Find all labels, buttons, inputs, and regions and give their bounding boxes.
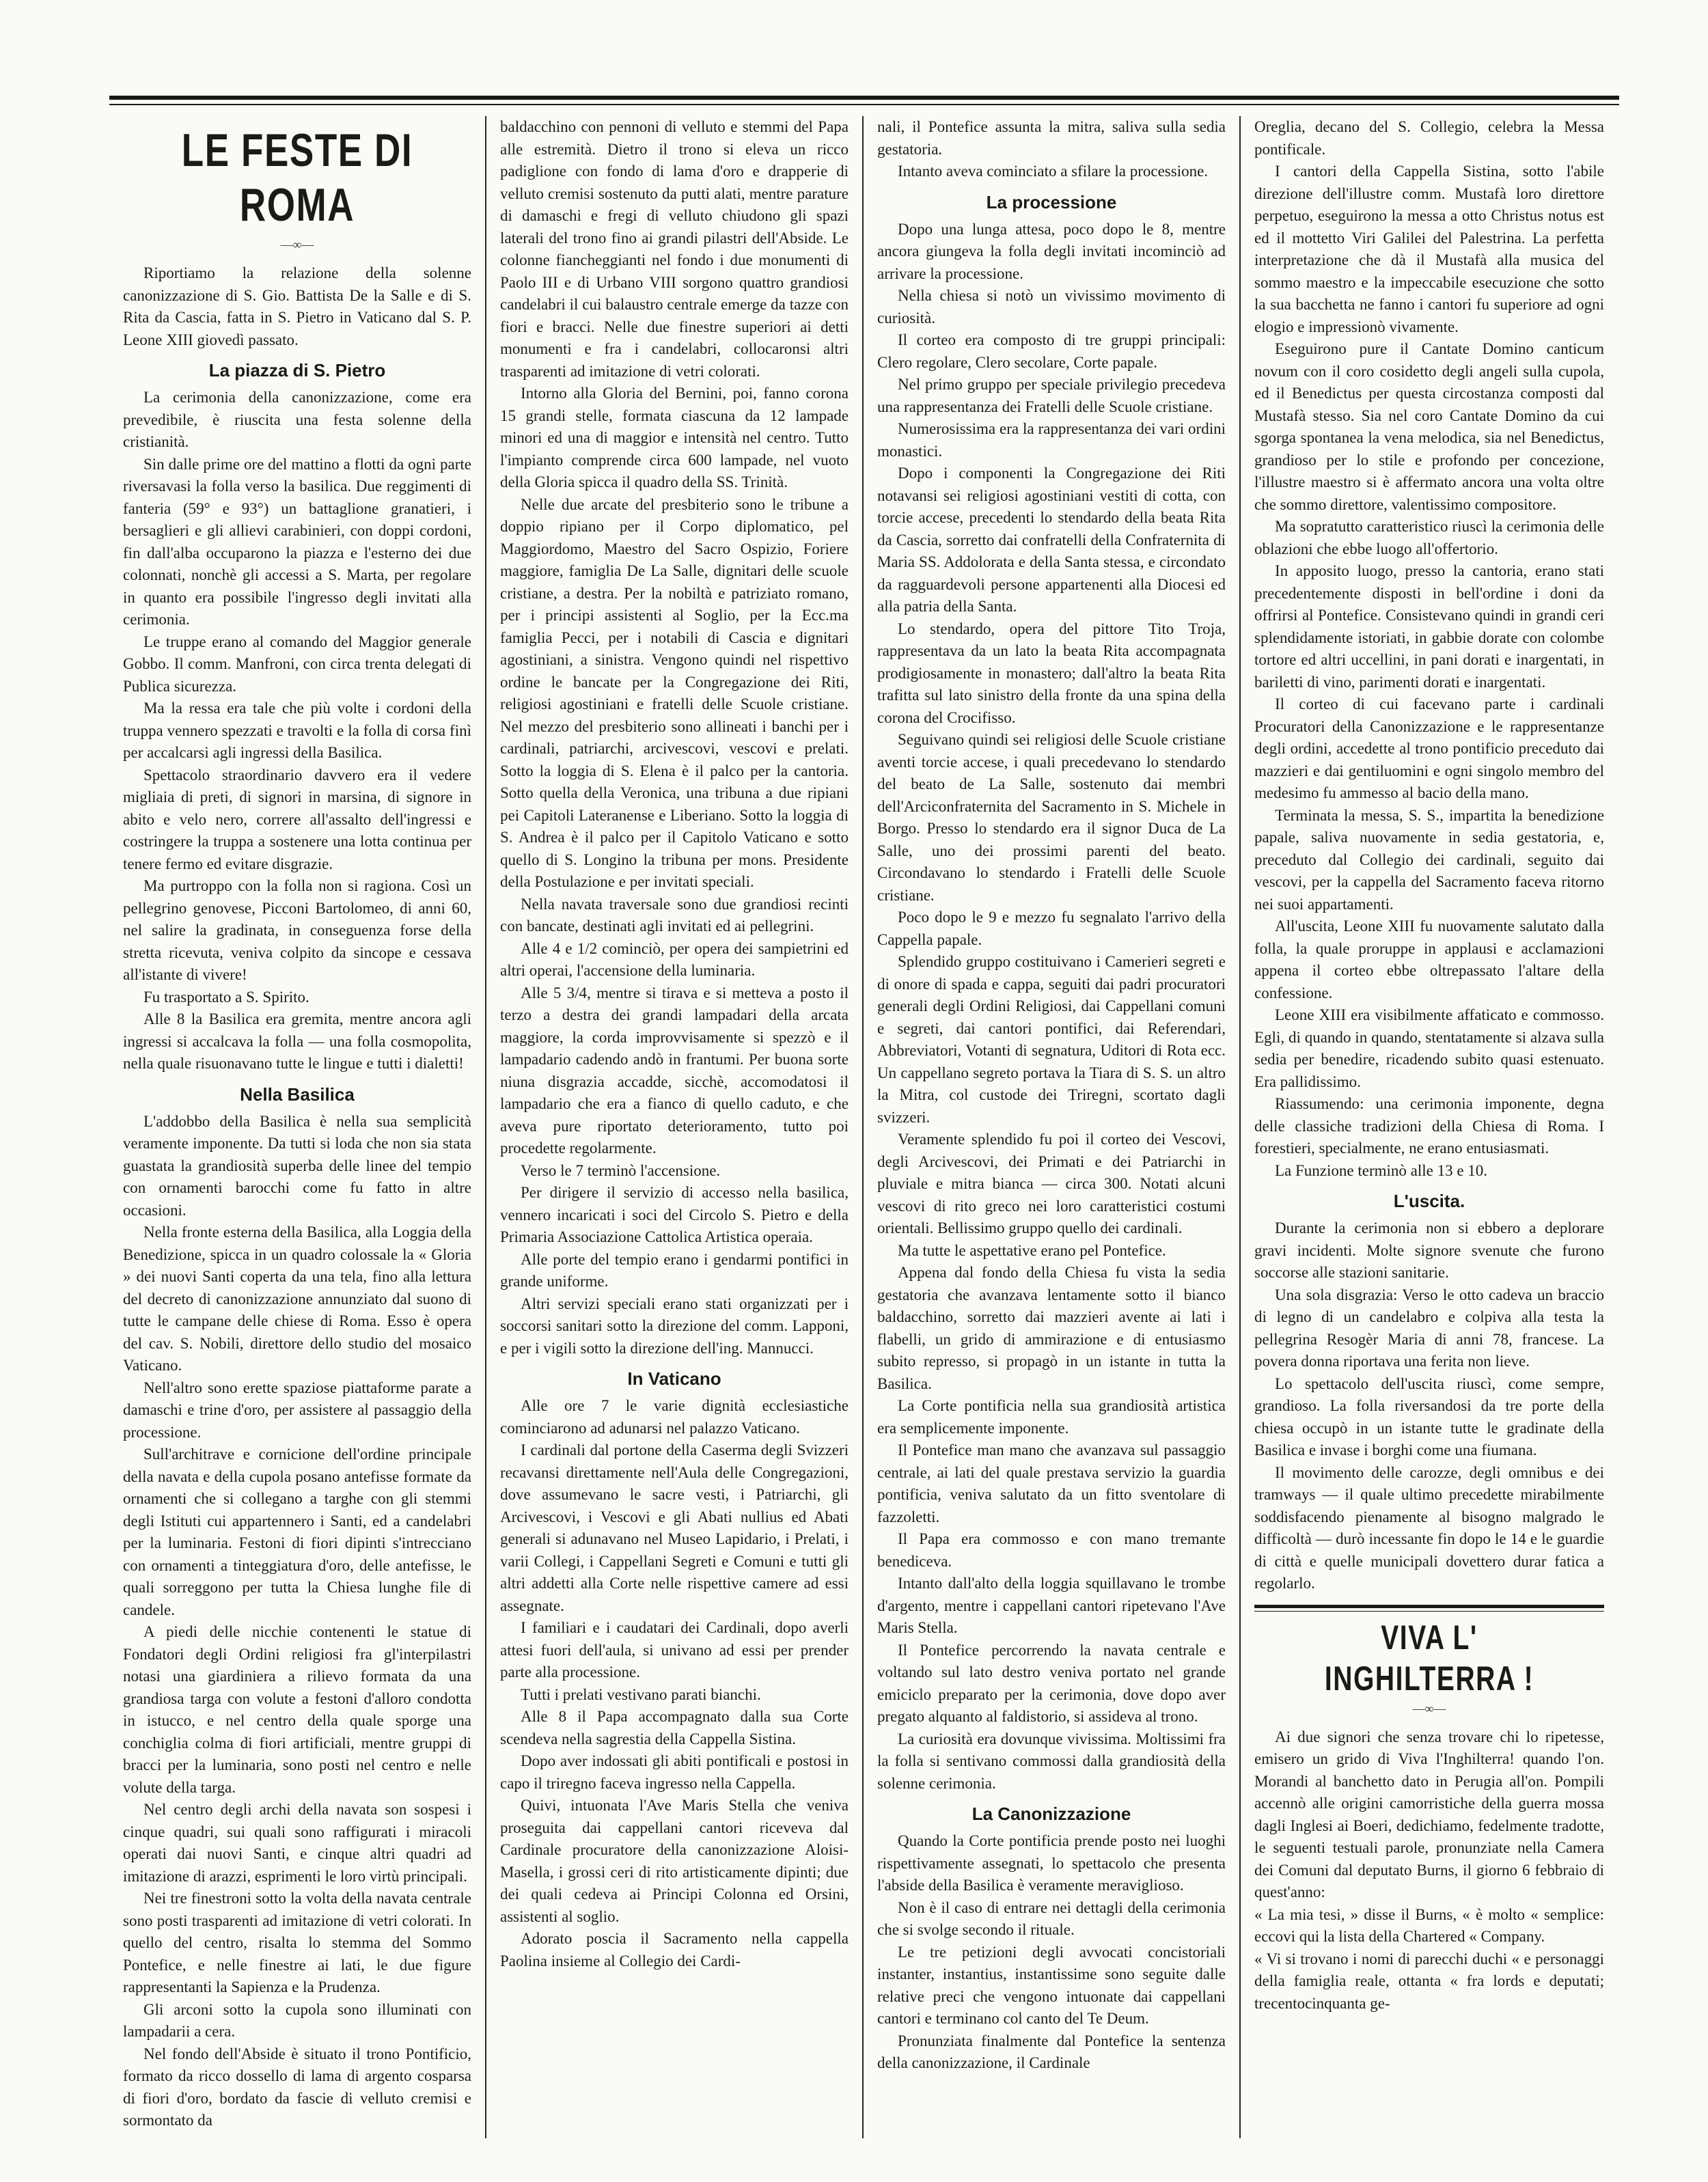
paragraph: Ma sopratutto caratteristico riuscì la cerimonia delle oblazioni che ebbe luogo all'offertorio.: [1254, 518, 1604, 557]
paragraph: Ma tutte le aspettative erano pel Pontefice.: [898, 1241, 1166, 1259]
paragraph: Alle 4 e 1/2 cominciò, per opera dei sampietrini ed altri operai, l'accensione della luminaria.: [500, 939, 849, 979]
paragraph: Nella navata traversale sono due grandiosi recinti con bancate, destinati agli invitati ed ai pellegrini.: [500, 895, 849, 935]
subheading-vaticano: In Vaticano: [627, 1368, 721, 1389]
paragraph: Nella chiesa si notò un vivissimo movimento di curiosità.: [877, 287, 1226, 327]
main-headline: LE FESTE DI ROMA: [181, 124, 413, 231]
paragraph: Spettacolo straordinario davvero era il vedere migliaia di preti, di signori in marsina, di signore in abito e velo nero, correre all'assalto dell'ingressi e costringere la truppa a sostenere una lotta continua per tenere fermo ed evitare disgrazie.: [123, 766, 471, 872]
paragraph: Altri servizi speciali erano stati organizzati per i soccorsi sanitari sotto la direzione del comm. Lapponi, e per i vigili sotto la direzione dell'ing. Mannucci.: [500, 1295, 849, 1357]
paragraph: Alle porte del tempio erano i gendarmi pontifici in grande uniforme.: [500, 1250, 849, 1290]
paragraph: Lo stendardo, opera del pittore Tito Troja, rappresentava da un lato la beata Rita accompagnata prodigiosamente in monastero; dall'altro la beata Rita trafitta sul lato sinistro della fronte da una spina della corona del Crocifisso.: [877, 620, 1226, 726]
paragraph: I cantori della Cappella Sistina, sotto l'abile direzione dell'illustre comm. Mustafà loro direttore perpetuo, eseguirono la messa a otto Christus notus est ed il mottetto Viri Galilei del Palestrina. La perfetta interpretazione che dà il Mustafà alla musica del sommo maestro e la impeccabile esecuzione che sotto la sua bacchetta ne fanno i cantori fu superiore ad ogni elogio e impressionò vivamente.: [1254, 163, 1604, 335]
paragraph: Alle 8 il Papa accompagnato dalla sua Corte scendeva nella sagrestia della Cappella Sistina.: [500, 1708, 849, 1748]
paragraph: Intanto dall'alto della loggia squillavano le trombe d'argento, mentre i cappellani cantori ripetevano l'Ave Maris Stella.: [877, 1575, 1226, 1636]
paragraph: Alle 5 3/4, mentre si tirava e si metteva a posto il terzo a destra dei grandi lampadari della arcata maggiore, la corda improvvisamente si spezzò e il lampadario cadendo andò in frantumi. Per buona sorte niuna disgrazia accadde, sicchè, accomodatosi il lampadario che era a fianco di quello caduto, e che aveva pure riportato deterioramento, tutto poi procedette regolarmente.: [500, 984, 849, 1157]
subheading-uscita: L'uscita.: [1393, 1191, 1465, 1211]
paragraph: Oreglia, decano del S. Collegio, celebra la Messa pontificale.: [1254, 118, 1604, 158]
paragraph: Non è il caso di entrare nei dettagli della cerimonia che si svolge secondo il rituale.: [877, 1898, 1226, 1938]
paragraph: All'uscita, Leone XIII fu nuovamente salutato dalla folla, la quale proruppe in applausi e acclamazioni appena il corteo ebbe oltrepassato l'altare della confessione.: [1254, 917, 1604, 1002]
paragraph: I cardinali dal portone della Caserma degli Svizzeri recavansi direttamente nell'Aula delle Congregazioni, dove assumevano le sacre vesti, i Patriarchi, gli Arcivescovi, i Vescovi e gli Abati nullius ed Abati generali si adunavano nel Museo Lapidario, i Prelati, i varii Collegi, i Cappellani Segreti e Comuni e tutti gli altri addetti alla Corte nelle rispettive camere ad essi assegnate.: [500, 1441, 849, 1614]
subheading-processione: La processione: [986, 191, 1117, 212]
paragraph: Dopo aver indossati gli abiti pontificali e postosi in capo il triregno faceva ingresso nella Cappella.: [500, 1752, 849, 1792]
paragraph: Nelle due arcate del presbiterio sono le tribune a doppio ripiano per il Corpo diplomatico, pel Maggiordomo, Maestro del Sacro Ospizio, Foriere maggiore, famiglia De La Salle, dignitari delle scuole cristiane, a destra. Per la nobiltà e patriziato romano, per i principi assistenti al Soglio, per la Ecc.ma famiglia Pecci, per i notabili di Cascia e dignitari agostiniani, a sinistra. Vengono quindi nel rispettivo ordine le bancate per la Congregazione dei Riti, religiosi agostiniani e fratelli delle Scuole cristiane. Nel mezzo del presbiterio sono allineati i banchi per i cardinali, patriarchi, arcivescovi, vescovi e prelati. Sotto la loggia di S. Elena è il palco per la cantoria. Sotto quella della Veronica, una tribuna a due ripiani pei Capitoli Lateranense e Liberiano. Sotto la loggia di S. Andrea è il palco per il Capitolo Vaticano e sotto quello di S. Longino la tribuna per mons. Presidente della Postulazione e per invitati speciali.: [500, 495, 849, 890]
intro-paragraph: Riportiamo la relazione della solenne canonizzazione di S. Gio. Battista De la Salle e di S. Rita da Cascia, fatta in S. Pietro in Vaticano dal S. P. Leone XIII giovedì passato.: [123, 264, 471, 348]
paragraph: Sin dalle prime ore del mattino a flotti da ogni parte riversavasi la folla verso la basilica. Due reggimenti di fanteria (59° e 93°) un battaglione granatieri, i bersaglieri e gli allievi carabinieri, con doppi cordoni, fin dall'alba occuparono la piazza e l'esterno dei due colonnati, nonchè gli accessi a S. Marta, per regolare in quanto era possibile l'ingresso degli invitati alla cerimonia.: [123, 455, 471, 628]
paragraph: Lo spettacolo dell'uscita riuscì, come sempre, grandioso. La folla riversandosi da tre porte della chiesa occupò in un istante tutte le gradinate della Basilica e invase i borghi come una fiumana.: [1254, 1375, 1604, 1459]
paragraph: Alle ore 7 le varie dignità ecclesiastiche cominciarono ad adunarsi nel palazzo Vaticano.: [500, 1397, 849, 1437]
column-3: [864, 116, 1241, 2138]
paragraph: Seguivano quindi sei religiosi delle Scuole cristiane aventi torcie accese, i quali precedevano lo stendardo del beato de La Salle, sostenuto dai membri dell'Arciconfraternita del Sacramento in S. Michele in Borgo. Presso lo stendardo era il signor Duca de La Salle, uno dei prossimi parenti del beato. Circondavano lo stendardo i Fratelli delle Scuole cristiane.: [877, 731, 1226, 904]
paragraph: Numerosissima era la rappresentanza dei vari ordini monastici.: [877, 420, 1226, 460]
paragraph: Ai due signori che senza trovare chi lo ripetesse, emisero un grido di Viva l'Inghilterra! quando l'on. Morandi al banchetto dato in Perugia all'on. Pompili accennò alle origini camorristiche della guerra mossa dagli Inglesi ai Boeri, dedichiamo, fedelmente tradotte, le seguenti testuali parole, pronunziate nella Camera dei Comuni dal deputato Burns, il giorno 6 febbraio di quest'anno:: [1254, 1728, 1604, 1901]
top-double-rule: [109, 96, 1619, 105]
paragraph: Leone XIII era visibilmente affaticato e commosso. Egli, di quando in quando, stentatamente si alzava sulla sedia per benedire, ricadendo subito quasi estenuato. Era pallidissimo.: [1254, 1006, 1604, 1090]
paragraph: Nel fondo dell'Abside è situato il trono Pontificio, formato da ricco dossello di lama di argento cosparsa di fiori d'oro, bordato da fascie di velluto cremisi e sormontato da: [123, 2045, 471, 2129]
ornament-divider: —∞—: [280, 238, 314, 251]
paragraph: Terminata la messa, S. S., impartita la benedizione papale, saliva nuovamente in sedia gestatoria, e, preceduto dal Collegio dei cardinali, seguito dai vescovi, per la cappella del Sacramento faceva ritorno nei suoi appartamenti.: [1254, 806, 1604, 913]
paragraph: Tutti i prelati vestivano parati bianchi.: [521, 1685, 761, 1703]
column-1: [109, 116, 486, 2138]
paragraph: Nel primo gruppo per speciale privilegio precedeva una rappresentanza dei Fratelli delle Scuole cristiane.: [877, 376, 1226, 415]
paragraph: Quando la Corte pontificia prende posto nei luoghi rispettivamente assegnati, lo spettacolo che presenta l'abside della Basilica è veramente meraviglioso.: [877, 1832, 1226, 1894]
paragraph: Verso le 7 terminò l'accensione.: [521, 1161, 721, 1179]
paragraph: Intanto aveva cominciato a sfilare la processione.: [898, 163, 1209, 180]
paragraph: Riassumendo: una cerimonia imponente, degna delle classiche tradizioni della Chiesa di Roma. I forestieri, specialmente, ne erano entusiasmati.: [1254, 1095, 1604, 1157]
paragraph: Sull'architrave e cornicione dell'ordine principale della navata e della cupola posano antefisse formate da ornamenti che si collegano a targhe con gli stemmi degli Istituti cui appartennero i Santi, ed a candelabri per la luminaria. Festoni di fiori dipinti s'intrecciano con ornamenti a tinteggiatura d'oro, delle antefisse, le quali sorreggono per tutta la Chiesa lunghe file di candele.: [123, 1446, 471, 1618]
paragraph: Poco dopo le 9 e mezzo fu segnalato l'arrivo della Cappella papale.: [877, 909, 1226, 948]
paragraph: La cerimonia della canonizzazione, come era prevedibile, è riuscita una festa solenne della cristianità.: [123, 389, 471, 450]
quotation: [1254, 1904, 1604, 2015]
paragraph: La curiosità era dovunque vivissima. Moltissimi fra la folla si sentivano commossi dalla grandiosità della solenne cerimonia.: [877, 1730, 1226, 1792]
paragraph: Una sola disgrazia: Verso le otto cadeva un braccio di legno di un candelabro e colpiva alla testa la pellegrina Resogèr Maria di anni 78, francese. La povera donna riportava una ferita non lieve.: [1254, 1286, 1604, 1370]
paragraph: Le tre petizioni degli avvocati concistoriali instanter, instantius, instantissime sono seguite dalle relative preci che vengono intuonate dai cappellani cantori e terminano col canto del Te Deum.: [877, 1943, 1226, 2027]
paragraph: Fu trasportato a S. Spirito.: [143, 988, 309, 1006]
paragraph: La Funzione terminò alle 13 e 10.: [1275, 1161, 1488, 1179]
ornament-divider: —∞—: [1412, 1701, 1446, 1715]
paragraph: Eseguirono pure il Cantate Domino canticum novum con il coro cosidetto degli angeli sulla cupola, ed il Benedictus per questa circostanza composti dal Mustafà stesso. Sia nel coro Cantate Domino da cui sgorga spontanea la vena melodica, sia nel Benedictus, grandioso per lo stile e profondo per concezione, l'illustre maestro si è affermato ancora una volta oltre che sommo direttore, valentissimo compositore.: [1254, 340, 1604, 513]
paragraph: Adorato poscia il Sacramento nella cappella Paolina insieme al Collegio dei Cardi-: [500, 1930, 849, 1970]
paragraph: baldacchino con pennoni di velluto e stemmi del Papa alle estremità. Dietro il trono si eleva un ricco padiglione con fondo di lama d'oro e drapperie di velluto cremisi sostenuto da putti alati, mentre parature di damaschi e fregi di velluto chiudono gli spazi laterali del trono fino ai grandi pilastri dell'Abside. Le colonne fiancheggianti nel fondo i due monumenti di Paolo III e di Urbano VIII sorgono quattro grandiosi candelabri il cui balaustro centrale emerge da tazze con fiori e bracci. Nelle due finestre superiori ai detti monumenti e fra i candelabri, collocaronsi altri trasparenti ad imitazione di vetri colorati.: [500, 118, 849, 380]
second-headline: VIVA L' INGHILTERRA !: [1324, 1618, 1534, 1698]
paragraph: Gli arconi sotto la cupola sono illuminati con lampadarii a cera.: [123, 2000, 471, 2040]
paragraph: Pronunziata finalmente dal Pontefice la sentenza della canonizzazione, il Cardinale: [877, 2032, 1226, 2071]
article-separator: [1254, 1605, 1604, 1612]
subheading-canonizzazione: La Canonizzazione: [972, 1804, 1131, 1824]
paragraph: Le truppe erano al comando del Maggior generale Gobbo. Il comm. Manfroni, con circa trenta delegati di Publica sicurezza.: [123, 633, 471, 695]
paragraph: La Corte pontificia nella sua grandiosità artistica era semplicemente imponente.: [877, 1397, 1226, 1437]
paragraph: Intorno alla Gloria del Bernini, poi, fanno corona 15 grandi stelle, formata ciascuna da 12 lampade minori ed una di maggior e intensità nel centro. Tutto l'impianto comprende circa 600 lampade, nel vuoto della Gloria spicca il quadro della SS. Trinità.: [500, 385, 849, 491]
paragraph: Dopo una lunga attesa, poco dopo le 8, mentre ancora giungeva la folla degli invitati incominciò ad arrivare la processione.: [877, 220, 1226, 282]
paragraph: Il corteo era composto di tre gruppi principali: Clero regolare, Clero secolare, Corte papale.: [877, 331, 1226, 371]
paragraph: Per dirigere il servizio di accesso nella basilica, vennero incaricati i soci del Circolo S. Pietro e della Primaria Associazione Cattolica Artistica operaia.: [500, 1184, 849, 1245]
paragraph: Il Pontefice man mano che avanzava sul passaggio centrale, ai lati del quale prestava servizio la guardia pontificia, veniva salutato da un fitto sventolare di fazzoletti.: [877, 1441, 1226, 1525]
paragraph: L'addobbo della Basilica è nella sua semplicità veramente imponente. Da tutti si loda che non sia stata guastata la grandiosità superba delle linee del tempio con ornamenti barocchi come fu fatto in altre occasioni.: [123, 1112, 471, 1219]
paragraph: Nel centro degli archi della navata son sospesi i cinque quadri, sui quali sono raffigurati i miracoli operati dai nuovi Santi, e cinque altri quadri ad imitazione di arazzi, esprimenti le loro virtù principali.: [123, 1801, 471, 1885]
paragraph: Nell'altro sono erette spaziose piattaforme parate a damaschi e trine d'oro, per assistere al passaggio della processione.: [123, 1379, 471, 1441]
paragraph: Dopo i componenti la Congregazione dei Riti notavansi sei religiosi agostiniani vestiti di cotta, con torcie accese, precedenti lo stendardo della beata Rita da Cascia, sorretto dai confratelli della Confraternita di Maria SS. Addolorata e della Santa stessa, e circondato da ragguardevoli persone appartenenti alla Diocesi ed alla patria della Santa.: [877, 465, 1226, 615]
paragraph: Nei tre finestroni sotto la volta della navata centrale sono posti trasparenti ad imitazione di vetri colorati. In quello del centro, risalta lo stemma del Sommo Pontefice, e nelle finestre ai lati, le due figure rappresentanti la Sapienza e la Prudenza.: [123, 1890, 471, 1995]
paragraph: Veramente splendido fu poi il corteo dei Vescovi, degli Arcivescovi, dei Primati e dei Patriarchi in pluviale e mitra bianca — circa 300. Notati alcuni vescovi di rito greco nei loro caratteristici costumi orientali. Bellissimo gruppo quello dei cardinali.: [877, 1131, 1226, 1237]
paragraph: Durante la cerimonia non si ebbero a deplorare gravi incidenti. Molte signore svenute che furono soccorse alle stazioni sanitarie.: [1254, 1219, 1604, 1281]
paragraph: Il Pontefice percorrendo la navata centrale e voltando sul lato destro veniva portato nel grande emiciclo preparato per la cerimonia, dove dopo aver pregato alquanto al faldistorio, si assideva al trono.: [877, 1641, 1226, 1725]
paragraph: Il Papa era commosso e con mano tremante benediceva.: [877, 1530, 1226, 1570]
paragraph: Alle 8 la Basilica era gremita, mentre ancora agli ingressi si accalcava la folla — una folla cosmopolita, nella quale risuonavano tutte le lingue e tutti i dialetti!: [123, 1010, 471, 1072]
newspaper-page: [109, 96, 1619, 2138]
paragraph: Splendido gruppo costituivano i Camerieri segreti e di onore di spada e cappa, seguiti dai padri procuratori generali degli Ordini Religiosi, dai Cappellani comuni e segreti, dai cantori pontifici, dai Referendari, Abbreviatori, Votanti di segnatura, Uditori di Rota ecc. Un cappellano segreto portava la Tiara di S. S. un altro la Mitra, col custode dei Triregni, scortato dagli svizzeri.: [877, 953, 1226, 1126]
paragraph: nali, il Pontefice assunta la mitra, saliva sulla sedia gestatoria.: [877, 118, 1226, 158]
columns: [109, 116, 1619, 2138]
paragraph: Nella fronte esterna della Basilica, alla Loggia della Benedizione, spicca in un quadro colossale la « Gloria » dei nuovi Santi coperta da una tela, fino alla lettura del decreto di canonizzazione annunziato dal suono di tutte le campane delle chiese di Roma. Esso è opera del cav. S. Nobili, direttore dello studio del mosaico Vaticano.: [123, 1224, 471, 1374]
paragraph: Ma purtroppo con la folla non si ragiona. Così un pellegrino genovese, Picconi Bartolomeo, di anni 60, nel salire la gradinata, in conseguenza forse della stretta ricevuta, veniva colpito da sincope e cessava all'istante di vivere!: [123, 877, 471, 983]
paragraph: Quivi, intuonata l'Ave Maris Stella che veniva proseguita dai cappellani cantori riceveva dal Cardinale procuratore della canonizzazione Aloisi-Masella, i grossi ceri di rito artisticamente dipinti; due dei quali cedeva ai Principi Colonna ed Orsini, assistenti al soglio.: [500, 1797, 849, 1925]
subheading-piazza: La piazza di S. Pietro: [208, 360, 386, 381]
column-4: [1241, 116, 1618, 2138]
column-2: [486, 116, 864, 2138]
subheading-basilica: Nella Basilica: [240, 1083, 355, 1105]
paragraph: Appena dal fondo della Chiesa fu vista la sedia gestatoria che avanzava lentamente sotto il bianco baldacchino, sorretto dai mazzieri avente ai lati i flabelli, un grido di ammirazione e di entusiasmo subito represso, si propagò in un istante in tutta la Basilica.: [877, 1264, 1226, 1392]
paragraph: Ma la ressa era tale che più volte i cordoni della truppa vennero spezzati e travolti e la folla di corsa finì per accalcarsi agli ingressi della Basilica.: [123, 700, 471, 761]
paragraph: Il corteo di cui facevano parte i cardinali Procuratori della Canonizzazione e le rappresentanze degli ordini, accedette al trono pontificio preceduto dai mazzieri e dai gentiluomini e ogni singolo membro del medesimo fu ammesso al bacio della mano.: [1254, 695, 1604, 801]
paragraph: I familiari e i caudatari dei Cardinali, dopo averli attesi fuori dell'aula, si univano ad essi per prender parte alla processione.: [500, 1619, 849, 1681]
quote-paragraph: « Vi si trovano i nomi di parecchi duchi « e personaggi della famiglia reale, ottanta « fra lords e deputati; trecentocinquanta ge-: [1254, 1950, 1604, 2012]
paragraph: A piedi delle nicchie contenenti le statue di Fondatori degli Ordini religiosi fra gl'interpilastri notasi una giardiniera a rilievo formata da una grandiosa targa con volute a festoni d'alloro condotta in istucco, e nel centro della quale sporge una conchiglia colma di fiori artificiali, mentre gruppi di bracci per la luminaria, sono posti nel centro e nelle volute della targa.: [123, 1623, 471, 1796]
paragraph: Il movimento delle carozze, degli omnibus e dei tramways — il quale ultimo precedette mirabilmente soddisfacendo pienamente al bisogno malgrado le difficoltà — durò incessante fin dopo le 14 e le guardie di città e quelle municipali dovettero durar fatica a regolarlo.: [1254, 1463, 1604, 1592]
quote-paragraph: « La mia tesi, » disse il Burns, « è molto « semplice: eccovi qui la lista della Chartered « Company.: [1254, 1905, 1604, 1945]
paragraph: In apposito luogo, presso la cantoria, erano stati precedentemente disposti in bell'ordine i doni da offrirsi al Pontefice. Consistevano quindi in grandi ceri splendidamente istoriati, in gabbie dorate con colombe tortore ed altri uccellini, in pani dorati e inargentati, in bariletti di vino, parimenti dorati e inargentati.: [1254, 562, 1604, 691]
